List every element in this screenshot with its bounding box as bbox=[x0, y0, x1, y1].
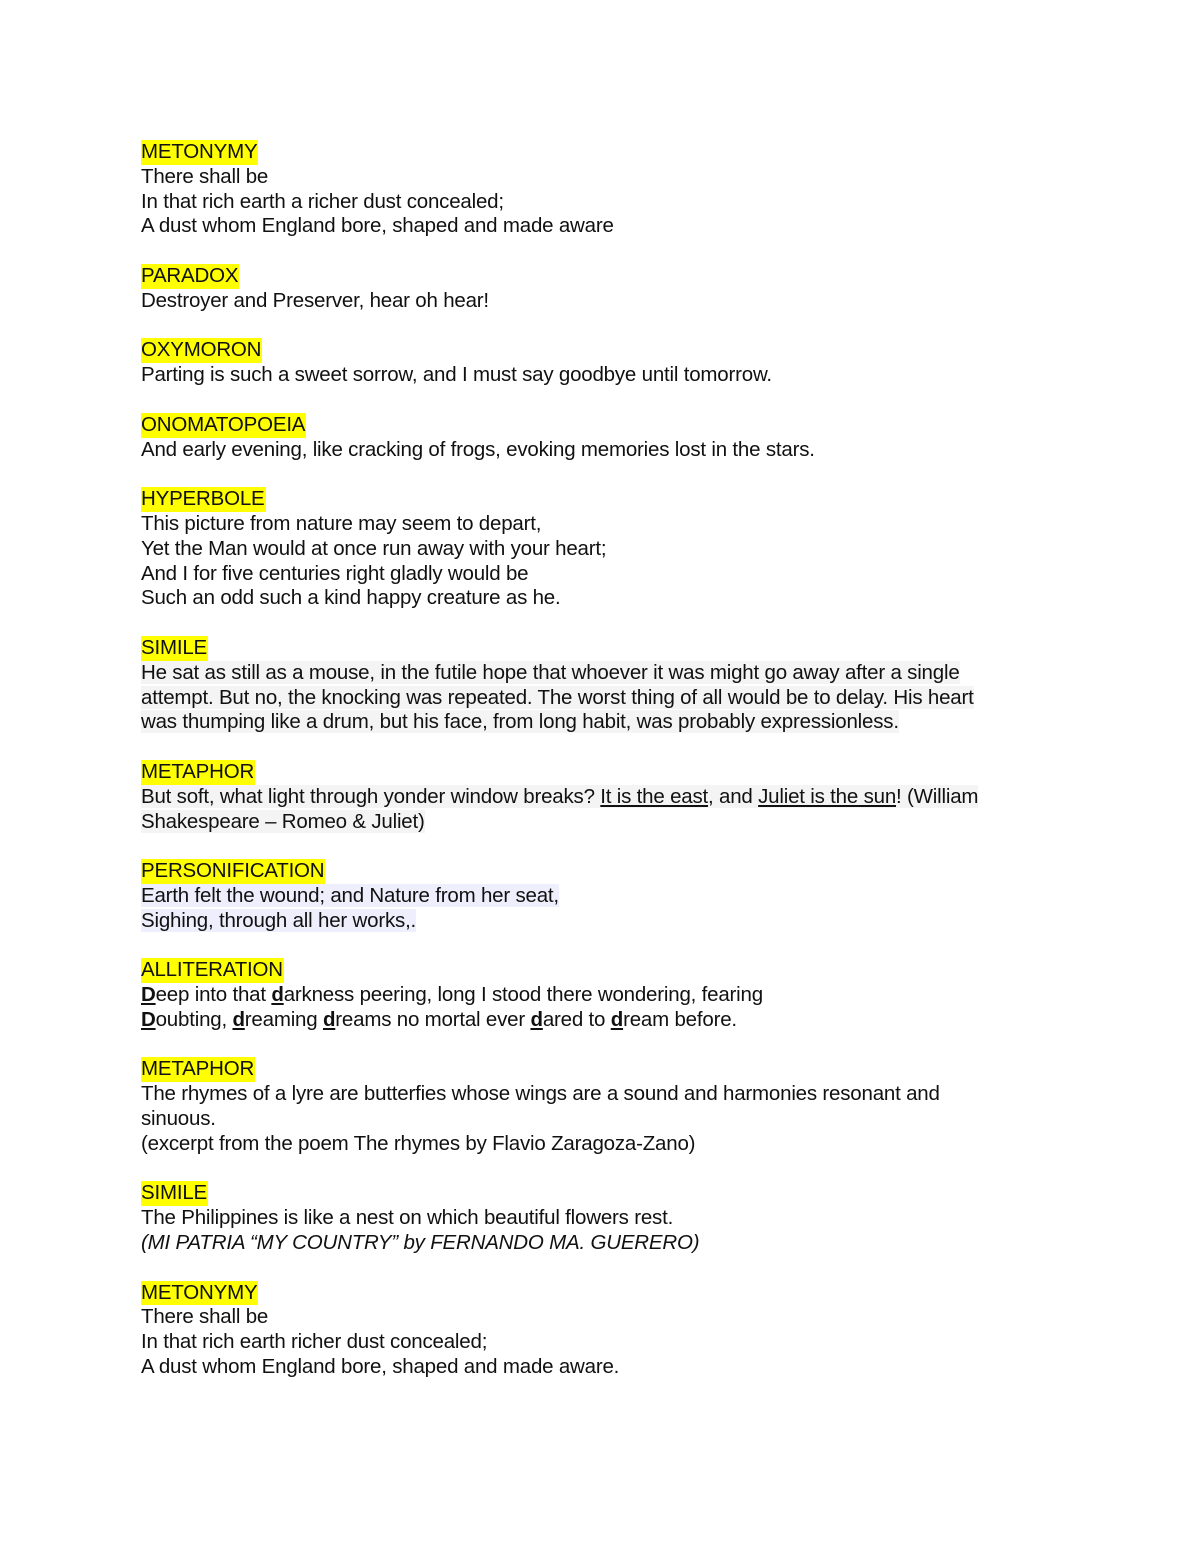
section-heading: PERSONIFICATION bbox=[141, 859, 325, 883]
section-heading: OXYMORON bbox=[141, 338, 262, 362]
section-paradox bbox=[141, 264, 1061, 314]
underlined-text: D bbox=[141, 983, 156, 1007]
section-heading: PARADOX bbox=[141, 263, 239, 287]
text-line bbox=[141, 909, 1061, 934]
text-segment: This picture from nature may seem to depart, bbox=[141, 511, 542, 535]
section-metonymy bbox=[141, 140, 1061, 239]
text-segment: There shall be bbox=[141, 164, 269, 188]
text-segment: ream before. bbox=[623, 1007, 737, 1031]
text-segment: reaming bbox=[244, 1007, 323, 1031]
text-segment: eep into that bbox=[155, 983, 272, 1007]
text-segment: And early evening, like cracking of frogs, evoking memories lost in the stars. bbox=[141, 437, 815, 461]
text-line bbox=[141, 1107, 1061, 1132]
section-heading: ONOMATOPOEIA bbox=[141, 412, 306, 436]
text-line bbox=[141, 710, 1061, 735]
text-segment: sinuous. bbox=[141, 1107, 216, 1131]
text-segment: The rhymes of a lyre are butterfies whose wings are a sound and harmonies resonant and bbox=[141, 1082, 940, 1106]
text-line bbox=[141, 983, 1061, 1008]
text-line bbox=[141, 661, 1061, 686]
section-alliteration bbox=[141, 958, 1061, 1032]
underlined-text: d bbox=[610, 1007, 624, 1031]
text-segment: In that rich earth richer dust concealed; bbox=[141, 1330, 488, 1354]
text-segment: Parting is such a sweet sorrow, and I must say goodbye until tomorrow. bbox=[141, 363, 772, 387]
underlined-text: It is the east bbox=[600, 784, 709, 808]
section-heading: SIMILE bbox=[141, 635, 208, 659]
text-segment: arkness peering, long I stood there wondering, fearing bbox=[283, 983, 763, 1007]
section-oxymoron bbox=[141, 338, 1061, 388]
section-metonymy bbox=[141, 1281, 1061, 1380]
text-segment: (excerpt from the poem The rhymes by Flavio Zaragoza-Zano) bbox=[141, 1131, 696, 1155]
section-simile bbox=[141, 1181, 1061, 1255]
text-line bbox=[141, 438, 1061, 463]
text-line bbox=[141, 214, 1061, 239]
section-simile bbox=[141, 636, 1061, 735]
text-line bbox=[141, 562, 1061, 587]
text-line bbox=[141, 1008, 1061, 1033]
text-line bbox=[141, 512, 1061, 537]
text-segment: Earth felt the wound; and Nature from her seat, bbox=[141, 883, 559, 907]
section-heading: METONYMY bbox=[141, 140, 258, 163]
text-segment: He sat as still as a mouse, in the futile hope that whoever it was might go away after a single bbox=[141, 660, 960, 684]
text-line bbox=[141, 1305, 1061, 1330]
section-heading: METAPHOR bbox=[141, 1057, 255, 1081]
text-segment: And I for five centuries right gladly would be bbox=[141, 561, 529, 585]
text-segment: (MI PATRIA “MY COUNTRY” by FERNANDO MA. GUERERO) bbox=[141, 1231, 700, 1255]
section-personification bbox=[141, 859, 1061, 933]
text-segment: In that rich earth a richer dust concealed; bbox=[141, 189, 504, 213]
text-line bbox=[141, 289, 1061, 314]
text-segment: attempt. But no, the knocking was repeated. The worst thing of all would be to delay. His heart bbox=[141, 685, 974, 709]
document-page bbox=[141, 140, 1061, 1405]
text-segment: oubting, bbox=[155, 1007, 233, 1031]
text-line bbox=[141, 1206, 1061, 1231]
underlined-text: D bbox=[141, 1007, 156, 1031]
underlined-text: d bbox=[232, 1007, 245, 1031]
text-line bbox=[141, 363, 1061, 388]
text-line bbox=[141, 686, 1061, 711]
text-segment: reams no mortal ever bbox=[335, 1007, 531, 1031]
text-line bbox=[141, 1132, 1061, 1157]
text-line bbox=[141, 586, 1061, 611]
underlined-text: d bbox=[271, 983, 284, 1007]
section-hyperbole bbox=[141, 487, 1061, 611]
text-segment: Sighing, through all her works,. bbox=[141, 908, 417, 932]
text-line bbox=[141, 785, 1061, 810]
text-segment: The Philippines is like a nest on which beautiful flowers rest. bbox=[141, 1206, 674, 1230]
text-line bbox=[141, 1082, 1061, 1107]
section-heading: ALLITERATION bbox=[141, 958, 283, 982]
section-metaphor bbox=[141, 1057, 1061, 1156]
text-segment: Yet the Man would at once run away with your heart; bbox=[141, 536, 607, 560]
text-line bbox=[141, 1355, 1061, 1380]
underlined-text: Juliet is the sun bbox=[758, 784, 897, 808]
text-line bbox=[141, 165, 1061, 190]
text-segment: But soft, what light through yonder window breaks? bbox=[141, 784, 601, 808]
text-segment: ared to bbox=[542, 1007, 611, 1031]
section-heading: HYPERBOLE bbox=[141, 487, 265, 511]
text-segment: A dust whom England bore, shaped and made aware bbox=[141, 214, 614, 238]
text-segment: Destroyer and Preserver, hear oh hear! bbox=[141, 288, 489, 312]
text-line bbox=[141, 884, 1061, 909]
text-line bbox=[141, 1231, 1061, 1256]
underlined-text: d bbox=[530, 1007, 543, 1031]
text-segment: Shakespeare – Romeo & Juliet) bbox=[141, 809, 425, 833]
text-line bbox=[141, 810, 1061, 835]
underlined-text: d bbox=[322, 1007, 336, 1031]
section-onomatopoeia bbox=[141, 413, 1061, 463]
section-metaphor bbox=[141, 760, 1061, 834]
text-segment: , and bbox=[708, 784, 759, 808]
section-heading: METONYMY bbox=[141, 1280, 258, 1304]
text-segment: There shall be bbox=[141, 1305, 269, 1329]
section-heading: SIMILE bbox=[141, 1181, 208, 1205]
text-line bbox=[141, 537, 1061, 562]
text-line bbox=[141, 1330, 1061, 1355]
text-segment: ! (William bbox=[896, 784, 979, 808]
text-segment: Such an odd such a kind happy creature as he. bbox=[141, 586, 561, 610]
text-segment: was thumping like a drum, but his face, from long habit, was probably expressionless. bbox=[141, 710, 899, 734]
text-line bbox=[141, 190, 1061, 215]
section-heading: METAPHOR bbox=[141, 759, 255, 783]
text-segment: A dust whom England bore, shaped and made aware. bbox=[141, 1355, 620, 1379]
